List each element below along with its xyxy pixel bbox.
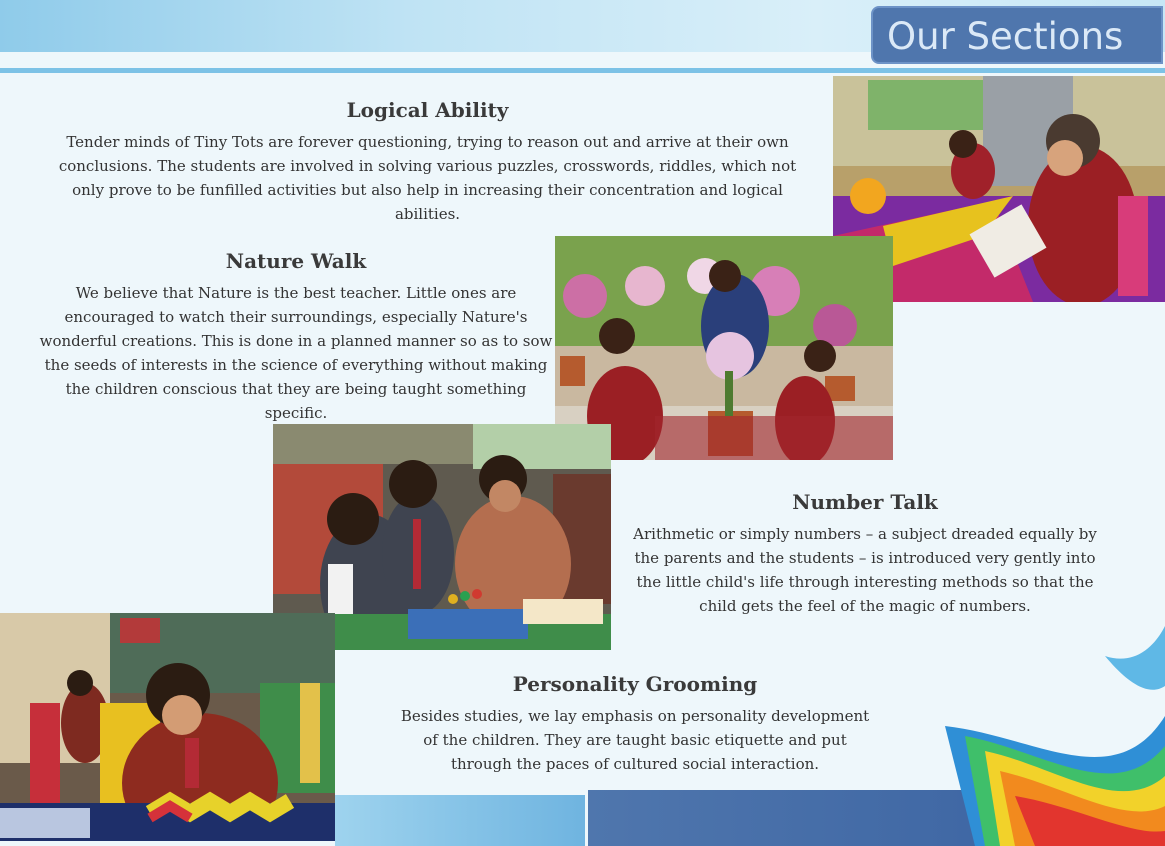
section-nature-walk <box>38 249 554 425</box>
section-heading: Logical Ability <box>346 98 509 122</box>
photo-personality-grooming <box>0 613 335 841</box>
section-body: We believe that Nature is the best teacher. Little ones are encouraged to watch their surroundings, especially Nature's wonderful creations. This is done in a planned manner so as to sow the seeds of interests in the science of everything without making the children conscious that they are being taught something specific. <box>39 284 553 422</box>
page-title: Our Sections <box>871 6 1163 64</box>
bottom-band-right <box>588 790 1000 846</box>
rainbow-swirl-decoration <box>945 626 1165 846</box>
section-personality-grooming <box>340 672 930 776</box>
section-body: Arithmetic or simply numbers – a subject dreaded equally by the parents and the students – is introduced very gently into the little child's life through interesting methods so that the child gets the feel of the magic of numbers. <box>633 525 1097 615</box>
section-body: Tender minds of Tiny Tots are forever questioning, trying to reason out and arrive at their own conclusions. The students are involved in solving various puzzles, crosswords, riddles, which not only prove to be funfilled activities but also help in increasing their concentration and logical abilities. <box>58 133 797 223</box>
section-heading: Personality Grooming <box>512 672 758 696</box>
section-number-talk <box>620 490 1110 618</box>
top-divider <box>0 68 1165 73</box>
section-logical-ability <box>45 98 810 226</box>
bottom-band-left <box>335 795 585 846</box>
section-heading: Number Talk <box>792 490 938 514</box>
section-body: Besides studies, we lay emphasis on personality development of the children. They are taught basic etiquette and put through the paces of cultured social interaction. <box>400 707 870 773</box>
section-heading: Nature Walk <box>225 249 367 273</box>
